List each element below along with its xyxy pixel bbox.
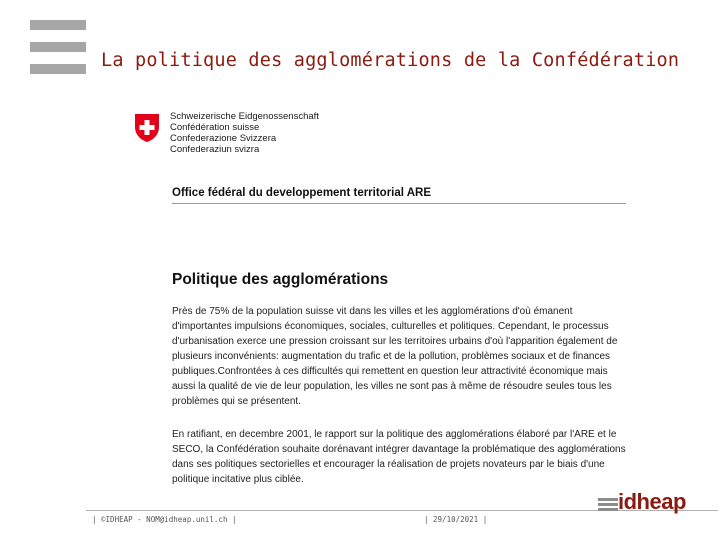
confederation-name-fr: Confédération suisse	[170, 122, 260, 133]
paragraph-1: Près de 75% de la population suisse vit dans les villes et les agglomérations d'où émanent d'importantes impulsions économiques, sociales, culturelles et politiques. Cependant, le processus d'urbanisation exerce une pression croissant sur les territoires urbains d'où l'apparition également de plusieurs inconvénients: augmentation du trafic et de la pollution, problèmes sociaux et de finances publiques.Confrontées à ces difficultés qui remettent en question leur attractivité économique mais aussi la qualité de vie de leur population, les villes ne sont pas à même de résoudre seules tous les problèmes qui se présentent.	[172, 306, 618, 407]
confederation-names	[170, 111, 319, 155]
menu-bars-icon	[30, 20, 86, 76]
page-title: La politique des agglomérations de la Confédération	[101, 50, 680, 71]
logo-lines-icon	[598, 498, 618, 514]
office-name: Office fédéral du developpement territorial ARE	[172, 187, 432, 199]
office-divider	[172, 203, 626, 204]
confederation-name-it: Confederazione Svizzera	[170, 133, 277, 144]
confederation-name-de: Schweizerische Eidgenossenschaft	[170, 111, 319, 122]
document-heading: Politique des agglomérations	[172, 271, 389, 288]
footer-contact: | ©IDHEAP - NOM@idheap.unil.ch |	[92, 515, 237, 524]
swiss-shield-icon	[134, 113, 160, 143]
confederation-name-rm: Confederaziun svizra	[170, 144, 260, 155]
document-image	[124, 105, 634, 485]
paragraph-2: En ratifiant, en decembre 2001, le rapport sur la politique des agglomérations élaboré par l'ARE et le SECO, la Confédération souhaite dorénavant intégrer davantage la problématique des agglomérations dans ses politiques sectorielles et encourager la réalisation de projets novateurs par le biais d'une politique incitative plus ciblée.	[172, 429, 626, 485]
document-body	[172, 304, 626, 505]
logo-text: idheap	[618, 489, 686, 514]
footer-date: | 29/10/2021 |	[424, 515, 488, 524]
idheap-logo	[598, 489, 688, 518]
